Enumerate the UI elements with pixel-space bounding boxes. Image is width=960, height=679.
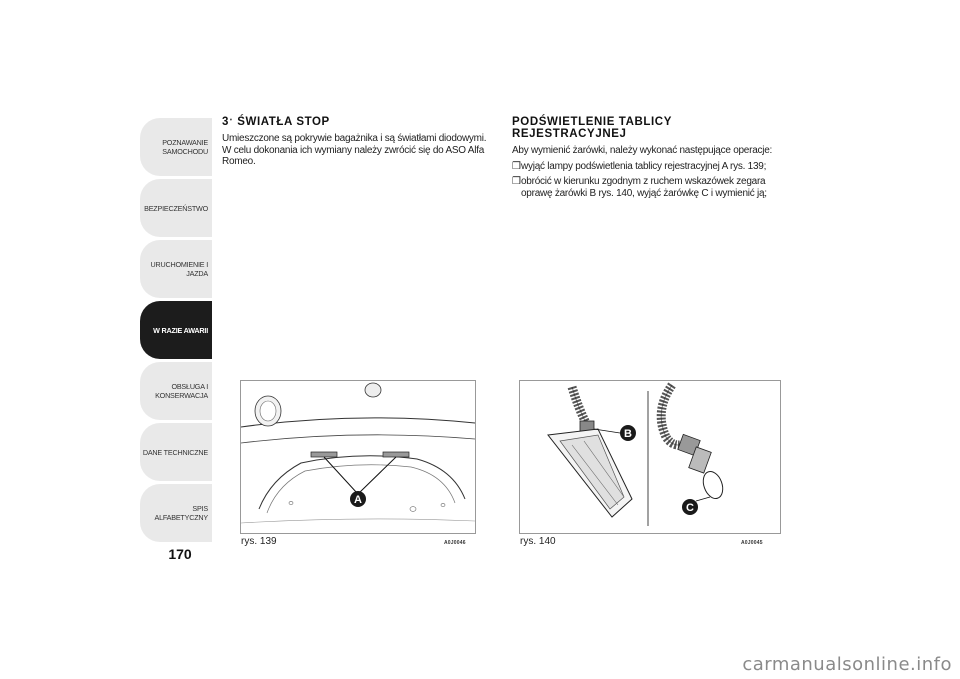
tab-dane-techniczne[interactable] [140, 423, 212, 481]
tab-label: BEZPIECZEŃSTWO [144, 203, 208, 213]
callout-c-label: C [686, 502, 694, 514]
figure-140-caption: rys. 140 [520, 536, 556, 547]
watermark: carmanualsonline.info [742, 654, 952, 675]
tailgate-illustration [241, 381, 475, 533]
figure-139 [240, 380, 476, 534]
left-column [222, 116, 494, 168]
figure-140-code: A0J0045 [741, 540, 763, 546]
heading-line: PODŚWIETLENIE TABLICY [512, 116, 672, 128]
section-heading-plate-light [512, 116, 790, 140]
tab-w-razie-awarii[interactable] [140, 301, 212, 359]
list-item-text: wyjąć lampy podświetlenia tablicy rejestracyjnej A rys. 139; [521, 160, 767, 172]
figure-140 [519, 380, 781, 534]
tab-label: URUCHOMIENIE I JAZDA [150, 260, 208, 278]
tab-label: OBSŁUGA I KONSERWACJA [155, 382, 208, 400]
tab-obsluga-i-konserwacja[interactable] [140, 362, 212, 420]
list-item [512, 161, 790, 173]
list-item [512, 176, 790, 199]
section-heading-brake-lights: 3ˑ ŚWIATŁA STOP [222, 116, 330, 128]
tab-uruchomienie-i-jazda[interactable] [140, 240, 212, 298]
checkbox-bullet-icon: ❒ [512, 176, 521, 187]
tab-label: DANE TECHNICZNE [142, 447, 208, 457]
tab-label: SPIS ALFABETYCZNY [154, 504, 208, 522]
tab-poznawanie-samochodu[interactable] [140, 118, 212, 176]
figure-139-caption: rys. 139 [241, 536, 277, 547]
intro-paragraph: Aby wymienić żarówki, należy wykonać następujące operacje: [512, 145, 773, 156]
callout-b-label: B [624, 428, 632, 440]
list-item-text: obrócić w kierunku zgodnym z ruchem wskazówek zegara oprawę żarówki B rys. 140, wyjąć żarówkę C i wymienić ją; [521, 176, 767, 199]
tab-label: W RAZIE AWARII [153, 325, 208, 335]
checkbox-bullet-icon: ❒ [512, 160, 521, 172]
figure-139-code: A0J0046 [444, 540, 466, 546]
bulb-holder-illustration [520, 381, 780, 533]
tab-bezpieczenstwo[interactable] [140, 179, 212, 237]
right-column [512, 116, 790, 199]
page-number: 170 [168, 546, 192, 562]
brake-lights-paragraph: Umieszczone są pokrywie bagażnika i są światłami diodowymi. W celu dokonania ich wymiany należy zwrócić się do ASO Alfa Romeo. [222, 133, 487, 167]
heading-line: REJESTRACYJNEJ [512, 128, 627, 140]
tab-spis-alfabetyczny[interactable] [140, 484, 212, 542]
tab-label: POZNAWANIE SAMOCHODU [162, 138, 208, 156]
callout-a-label: A [354, 494, 362, 506]
